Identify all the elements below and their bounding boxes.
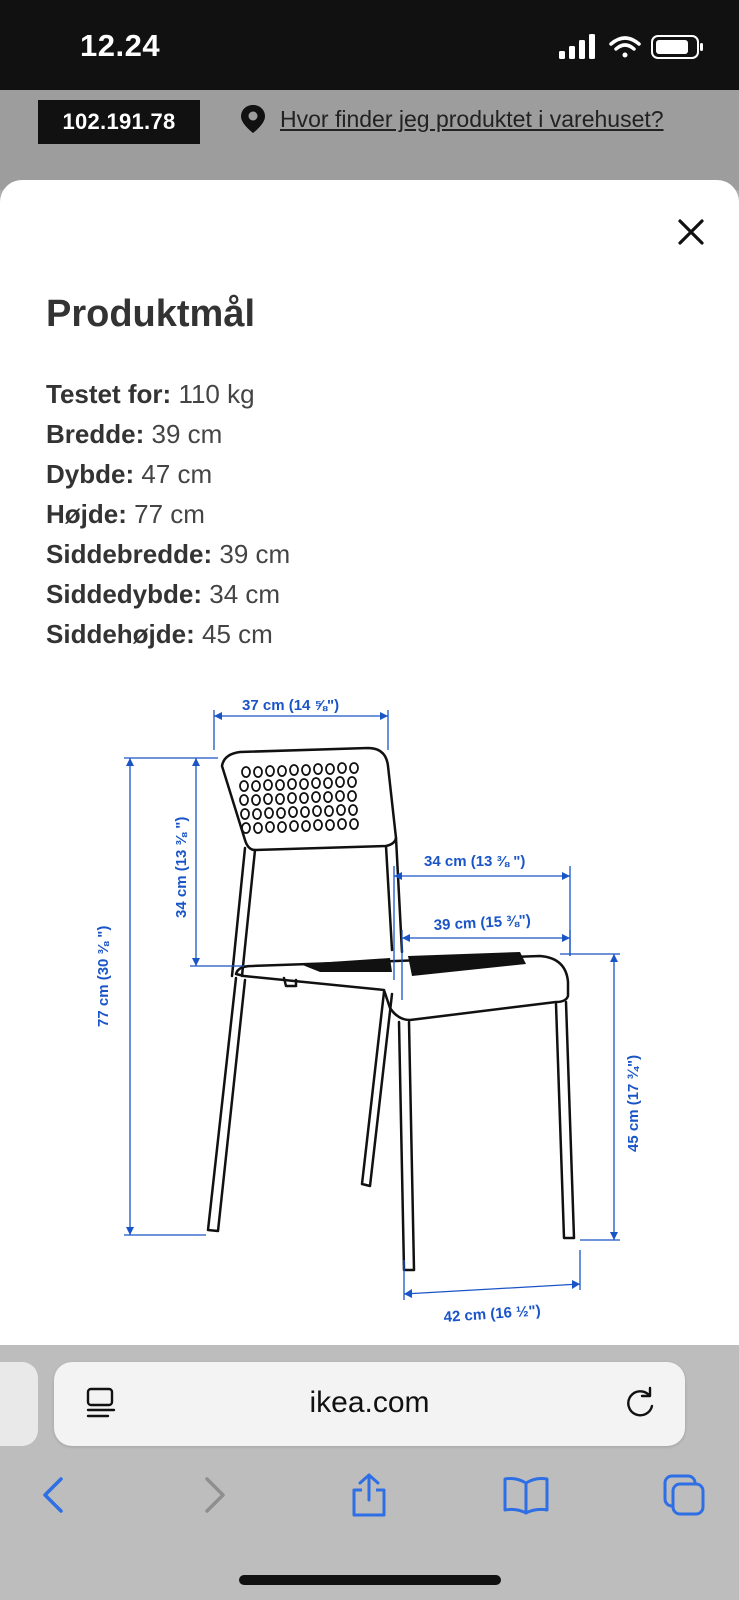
spec-row [46,614,290,654]
status-icons [559,34,709,67]
spec-row [46,574,290,614]
spec-label: Dybde: [46,459,135,489]
dim-seat-depth: 34 cm (13 ⅜ ") [424,853,526,870]
address-bar[interactable] [54,1362,685,1446]
bookmarks-button[interactable] [496,1465,556,1525]
dimension-lines [124,710,620,1300]
spec-row [46,454,290,494]
chair-perforation-pattern [240,763,358,833]
tabs-button[interactable] [654,1465,714,1525]
share-button[interactable] [339,1465,399,1525]
browser-toolbar [0,1465,739,1525]
reload-icon[interactable] [623,1386,657,1420]
article-number: 102.191.78 [38,100,200,144]
dim-base-width: 42 cm (16 ½") [443,1302,542,1326]
spec-value: 110 kg [178,379,255,409]
spec-label: Testet for: [46,379,172,409]
spec-label: Bredde: [46,419,145,449]
bookmarks-icon[interactable] [502,1475,550,1515]
share-icon[interactable] [349,1472,389,1518]
tabs-icon[interactable] [662,1473,706,1517]
spec-value: 34 cm [209,579,281,609]
url-text[interactable]: ikea.com [309,1386,430,1419]
back-button[interactable] [24,1465,84,1525]
back-icon[interactable] [39,1475,69,1515]
spec-value: 77 cm [134,499,205,529]
status-time: 12.24 [80,28,161,63]
dim-backrest-width: 37 cm (14 ⅝") [242,697,340,714]
dim-seat-height: 45 cm (17 ¾") [625,1054,642,1152]
dim-backrest-height: 34 cm (13 ⅜ ") [173,816,190,918]
location-pin-icon [240,104,266,134]
spec-value: 45 cm [202,619,273,649]
spec-value: 39 cm [219,539,291,569]
status-bar [0,0,739,90]
store-location-link-text[interactable]: Hvor finder jeg produktet i varehuset? [280,105,664,132]
spec-row [46,414,290,454]
spec-row [46,494,290,534]
specs-list [46,374,290,654]
wifi-icon [611,38,639,58]
spec-label: Siddedybde: [46,579,203,609]
spec-label: Højde: [46,499,127,529]
battery-icon [652,36,703,58]
spec-label: Siddebredde: [46,539,213,569]
chair-drawing [208,748,574,1270]
seat-perforation-pattern [300,952,526,976]
spec-value: 39 cm [151,419,223,449]
home-indicator[interactable] [239,1575,501,1585]
spec-row [46,374,290,414]
dimension-arrowheads [126,712,618,1298]
spec-value: 47 cm [141,459,213,489]
store-location-link[interactable] [240,104,664,134]
spec-label: Siddehøjde: [46,619,195,649]
previous-tab-preview[interactable] [0,1362,38,1446]
dim-total-height: 77 cm (30 ⅜ ") [95,925,112,1027]
cellular-signal-icon [559,34,595,59]
forward-button[interactable] [184,1465,244,1525]
product-dimensions-sheet [0,180,739,1345]
dim-seat-width: 39 cm (15 ⅜") [433,911,532,934]
sheet-title: Produktmål [46,293,256,335]
close-icon[interactable] [677,218,705,246]
forward-icon[interactable] [199,1475,229,1515]
spec-row [46,534,290,574]
close-button[interactable] [669,210,713,254]
chair-dimension-diagram [0,690,739,1345]
